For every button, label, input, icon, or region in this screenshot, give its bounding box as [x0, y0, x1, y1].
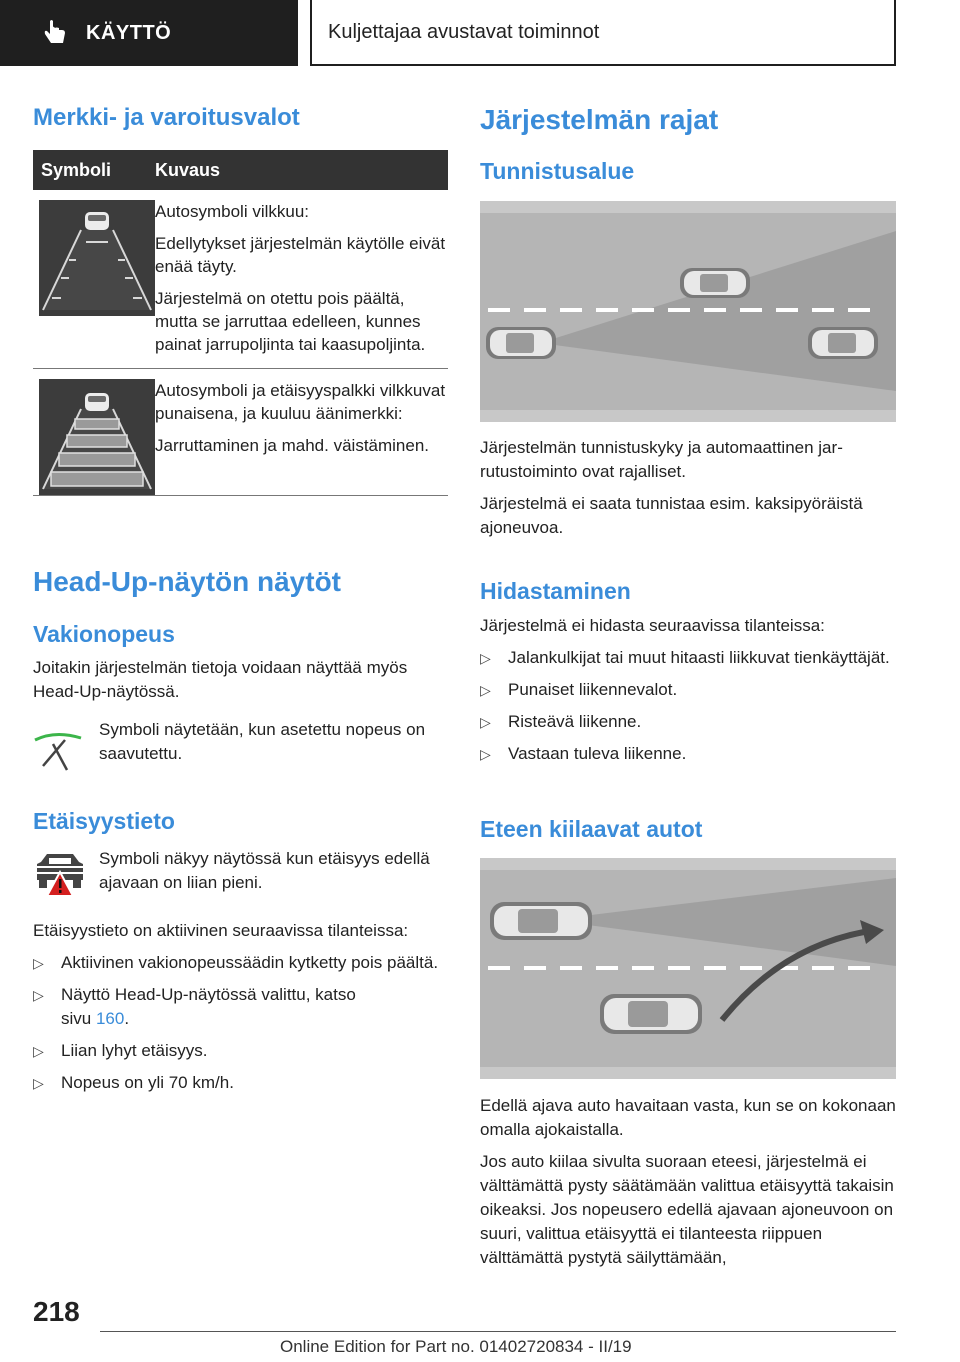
cut-in-text-1: Edellä ajava auto havaitaan vasta, kun se on kokonaan omalla ajokaistalla. [480, 1096, 896, 1139]
detection-range-heading: Tunnistusalue [480, 158, 635, 184]
column-symbol-header: Symboli [41, 159, 112, 180]
car-icon [680, 268, 750, 298]
cut-in-text-2: Jos auto kiilaa sivulta suoraan eteesi, järjestelmä ei välttämättä pysty säätämään valittua etäisyyttä takaisin oikeaksi. Jos nopeusero edellä ajavaan ajoneuvoon on suuri, valittua etäisyyttä ei tilanteesta riippuen välttämättä pystytä säilyttämään, [480, 1152, 894, 1267]
row1-text-1: Autosymboli vilkkuu: [155, 202, 310, 221]
car-distance-bar-image [39, 379, 155, 495]
system-limits-heading: Järjestelmän rajat [480, 104, 719, 135]
list-item: ▷ Liian lyhyt etäisyys. [33, 1039, 448, 1063]
car-symbol-flashing-image [39, 200, 155, 316]
chapter-tab[interactable] [0, 0, 298, 66]
distance-heading: Etäisyystieto [33, 808, 175, 834]
slowdown-heading: Hidastaminen [480, 578, 631, 604]
hud-heading: Head-Up-näytön näytöt [33, 566, 341, 597]
table-row [33, 190, 448, 369]
section-tab-label: Kuljettajaa avustavat toiminnot [328, 20, 600, 43]
cut-in-diagram [480, 858, 896, 1079]
car-icon [486, 327, 556, 359]
table-row [33, 369, 448, 496]
car-icon [490, 902, 592, 940]
slowdown-conditions-list [480, 646, 896, 774]
row1-text-2: Edellytykset järjestelmän käytölle eivät enää täyty. [155, 234, 446, 276]
chapter-tab-label: KÄYTTÖ [86, 21, 172, 44]
footer-divider [100, 1331, 896, 1332]
distance-intro: Etäisyystieto on aktiivinen seuraavissa tilanteissa: [33, 921, 409, 940]
cruise-speed-heading: Vakionopeus [33, 621, 175, 647]
triangle-bullet-icon: ▷ [33, 1075, 44, 1091]
speed-symbol-text: Symboli näytetään, kun asetettu nopeus on saavutettu. [99, 720, 426, 763]
cut-in-heading: Eteen kiilaavat autot [480, 816, 703, 842]
page-header [0, 0, 960, 66]
slowdown-intro: Järjestelmä ei hidasta seuraavissa tilanteissa: [480, 616, 825, 635]
triangle-bullet-icon: ▷ [480, 714, 491, 730]
triangle-bullet-icon: ▷ [33, 955, 44, 971]
symbol-table [33, 150, 448, 496]
triangle-bullet-icon: ▷ [33, 1043, 44, 1059]
page-number: 218 [33, 1296, 80, 1327]
list-item: ▷ Risteävä liikenne. [480, 710, 896, 734]
cruise-speed-intro: Joitakin järjestelmän tietoja voidaan näyttää myös Head-Up-näytössä. [33, 658, 408, 701]
car-warning-icon [33, 850, 87, 900]
triangle-bullet-icon: ▷ [480, 746, 491, 762]
distance-symbol-text: Symboli näkyy näytössä kun etäisyys edellä ajavaan on liian pieni. [99, 849, 430, 892]
row2-text-1: Autosymboli ja etäisyyspalkki vilkkuvat punaisena, ja kuuluu äänimerkki: [155, 381, 446, 423]
sivu-text: sivu [61, 1009, 92, 1028]
column-description-header: Kuvaus [155, 159, 221, 180]
detection-range-diagram [480, 201, 896, 422]
triangle-bullet-icon: ▷ [33, 987, 44, 1003]
car-icon [808, 327, 878, 359]
list-item: ▷ Aktiivinen vakionopeussäädin kytketty pois päältä. [33, 951, 448, 975]
list-item: ▷ Vastaan tuleva liikenne. [480, 742, 896, 766]
triangle-bullet-icon: ▷ [480, 650, 491, 666]
warning-lights-heading: Merkki- ja varoitusvalot [33, 104, 300, 131]
table-header [33, 150, 448, 190]
row1-text-3: Järjestelmä on otettu pois päältä, mutta se jarruttaa edelleen, kunnes painat jarrupoljinta tai kaasupoljinta. [155, 289, 426, 354]
detection-text-2: Järjestelmä ei saata tunnistaa esim. kaksipyöräistä ajoneuvoa. [480, 494, 863, 537]
list-item: ▷ Punaiset liikennevalot. [480, 678, 896, 702]
car-icon [600, 994, 702, 1034]
detection-text-1: Järjestelmän tunnistuskyky ja automaattinen jarrutustoiminto ovat rajalliset. [480, 438, 843, 481]
triangle-bullet-icon: ▷ [480, 682, 491, 698]
speedometer-needle-icon [33, 726, 87, 776]
distance-conditions-list [33, 951, 448, 1103]
edition-text: Online Edition for Part no. 01402720834 - II/19 [280, 1337, 632, 1356]
list-item: ▷ Näyttö Head-Up-näytössä valittu, katso sivu 160. [33, 985, 356, 1028]
row2-text-2: Jarruttaminen ja mahd. väistäminen. [155, 436, 430, 455]
list-item: ▷ Jalankulkijat tai muut hitaasti liikkuvat tienkäyttäjät. [480, 646, 896, 670]
section-tab[interactable] [310, 0, 896, 66]
hand-pointer-icon [40, 18, 70, 48]
page-reference-link[interactable]: 160 [95, 1009, 125, 1028]
list-item: ▷ Nopeus on yli 70 km/h. [33, 1071, 448, 1095]
